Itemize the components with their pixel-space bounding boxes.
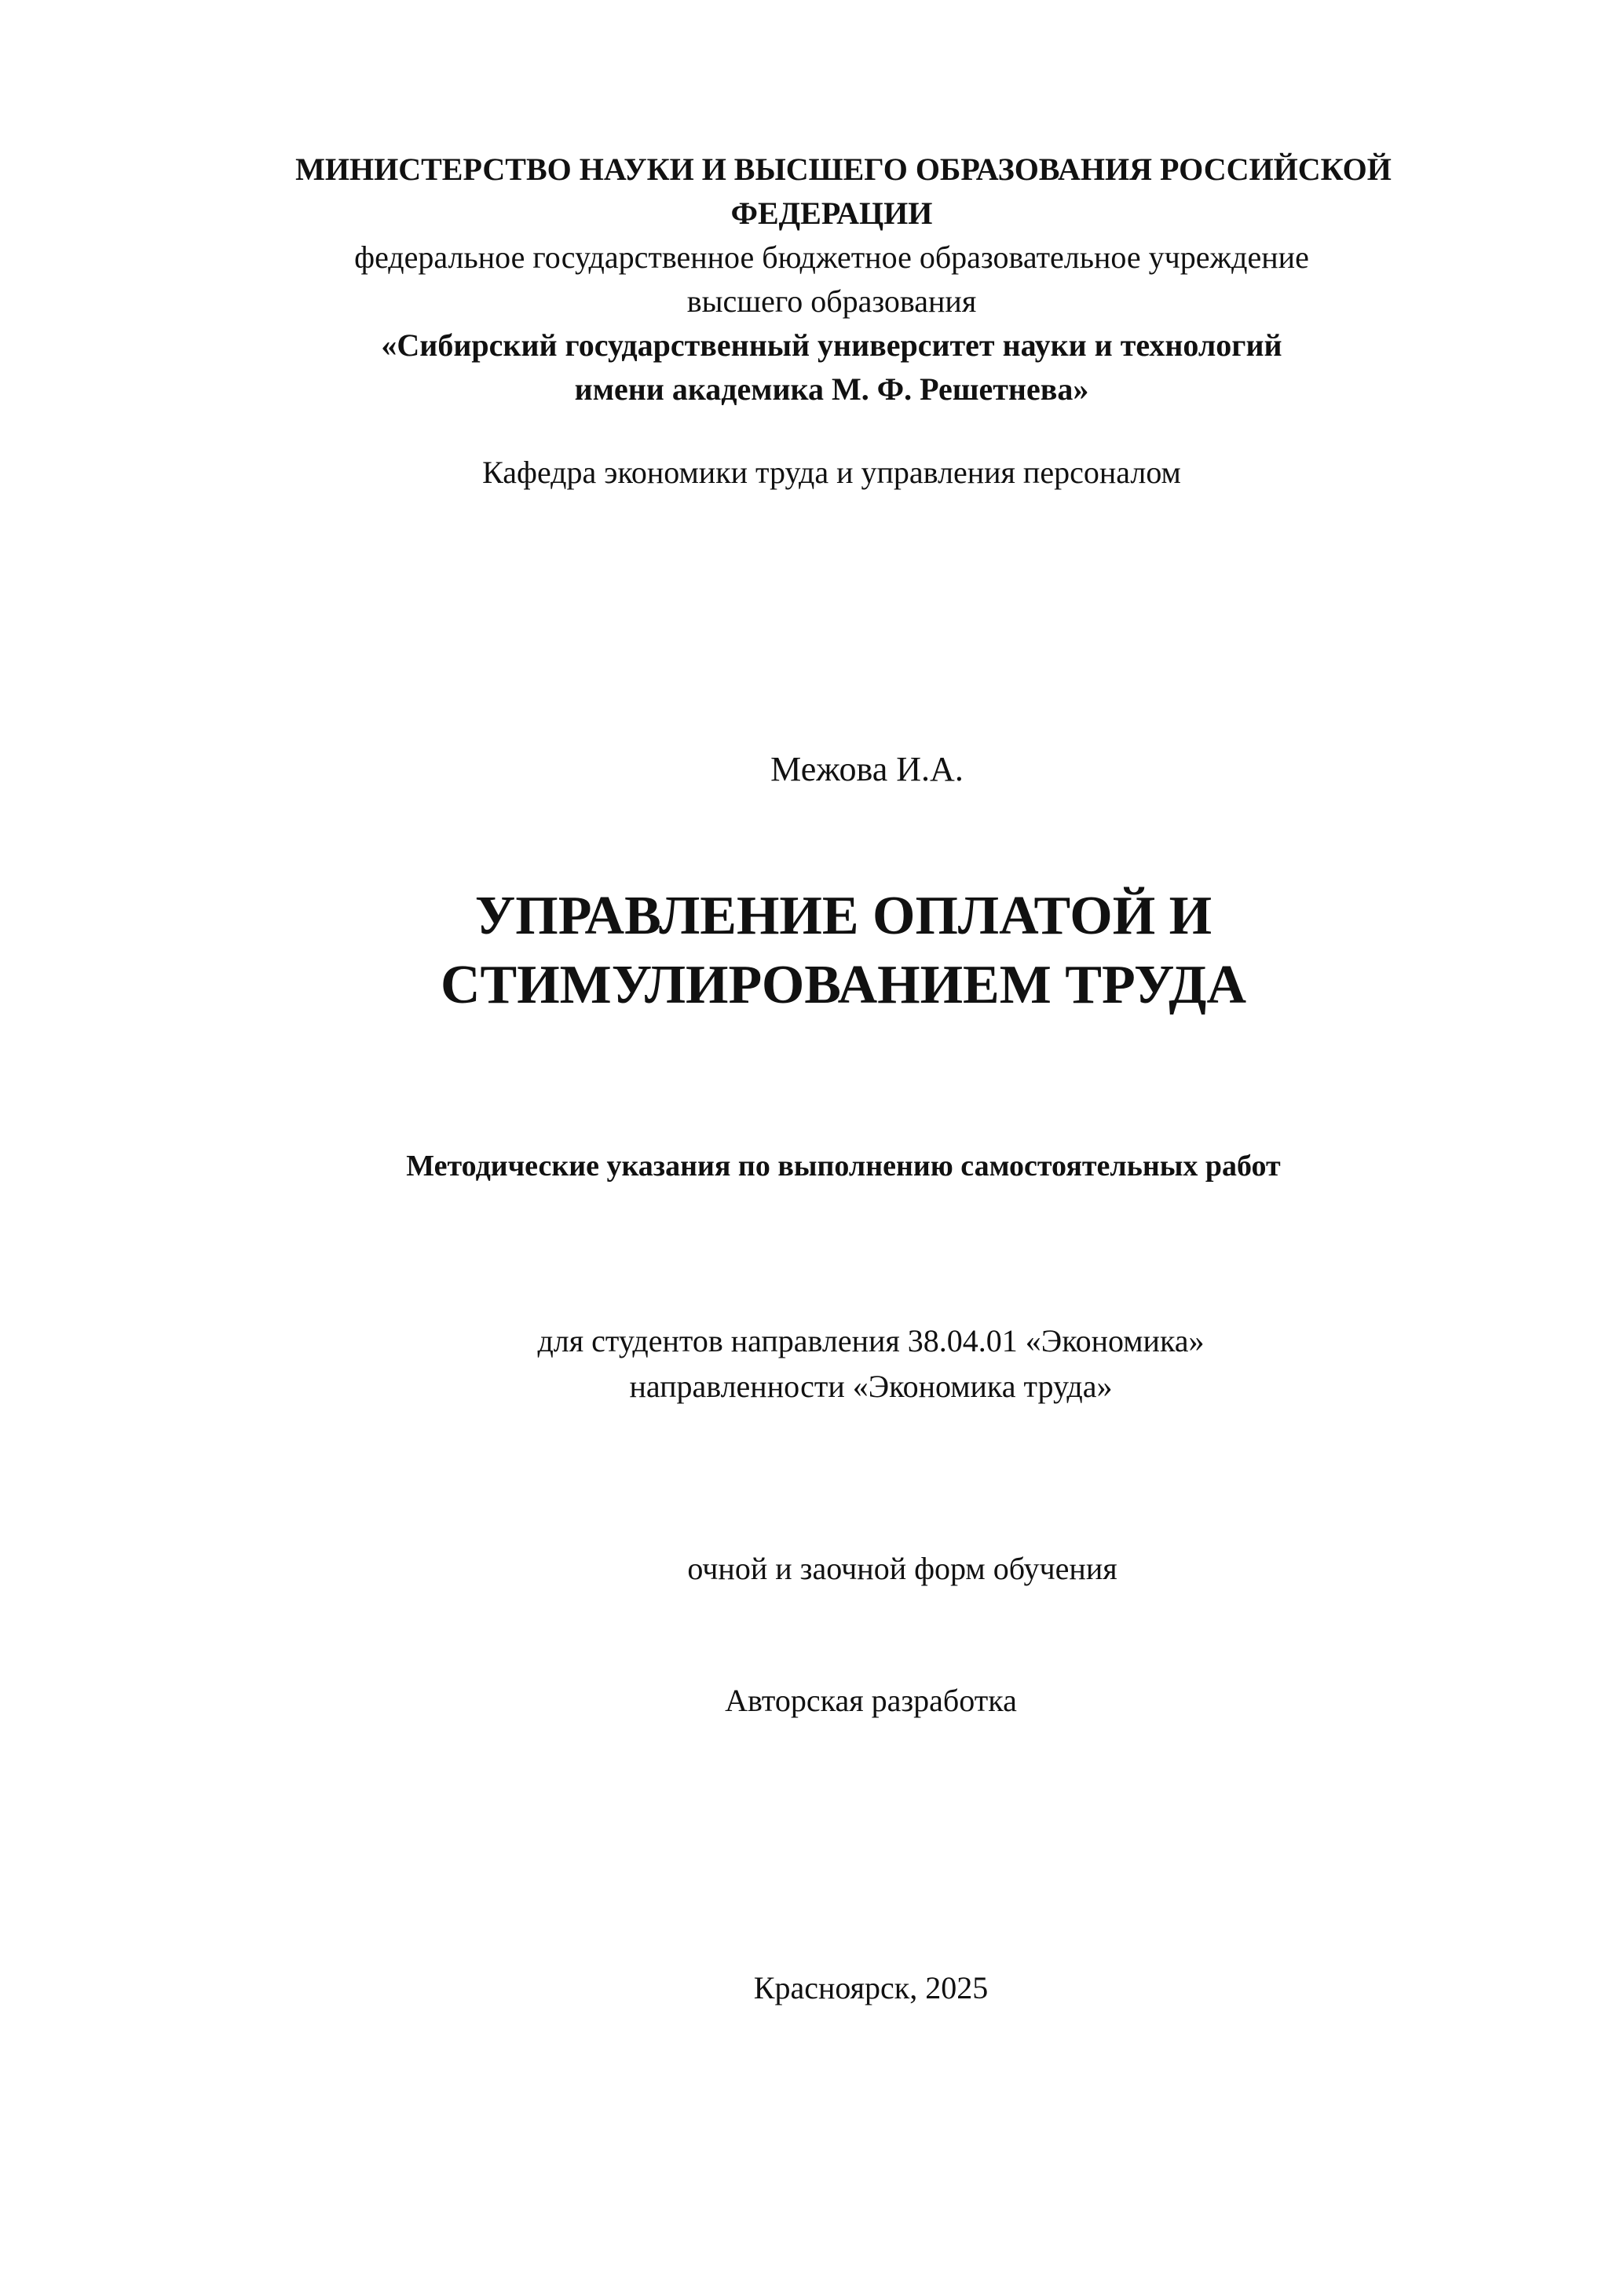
institution-type-line-2: высшего образования [686,283,977,319]
authorship-note: Авторская разработка [725,1683,1017,1718]
document-title-line-1: УПРАВЛЕНИЕ ОПЛАТОЙ И [474,886,1213,946]
ministry-line-1: МИНИСТЕРСТВО НАУКИ И ВЫСШЕГО ОБРАЗОВАНИЯ РОССИЙСКОЙ [295,152,1392,187]
author-name: Межова И.А. [770,750,964,788]
study-forms: очной и заочной форм обучения [687,1551,1117,1586]
university-name-line-1: «Сибирский государственный университет науки и технологий [381,327,1282,363]
city-year: Красноярск, 2025 [753,1970,989,2005]
department-name: Кафедра экономики труда и управления персоналом [482,455,1181,490]
ministry-line-2: ФЕДЕРАЦИИ [730,196,933,231]
institution-type-line-1: федеральное государственное бюджетное образовательное учреждение [354,239,1309,275]
audience-line-2: направленности «Экономика труда» [629,1369,1113,1404]
audience-line-1: для студентов направления 38.04.01 «Экономика» [537,1323,1205,1358]
document-subtitle: Методические указания по выполнению самостоятельных работ [406,1150,1281,1183]
university-name-line-2: имени академика М. Ф. Решетнева» [574,371,1089,407]
document-title-line-2: СТИМУЛИРОВАНИЕМ ТРУДА [440,955,1246,1015]
